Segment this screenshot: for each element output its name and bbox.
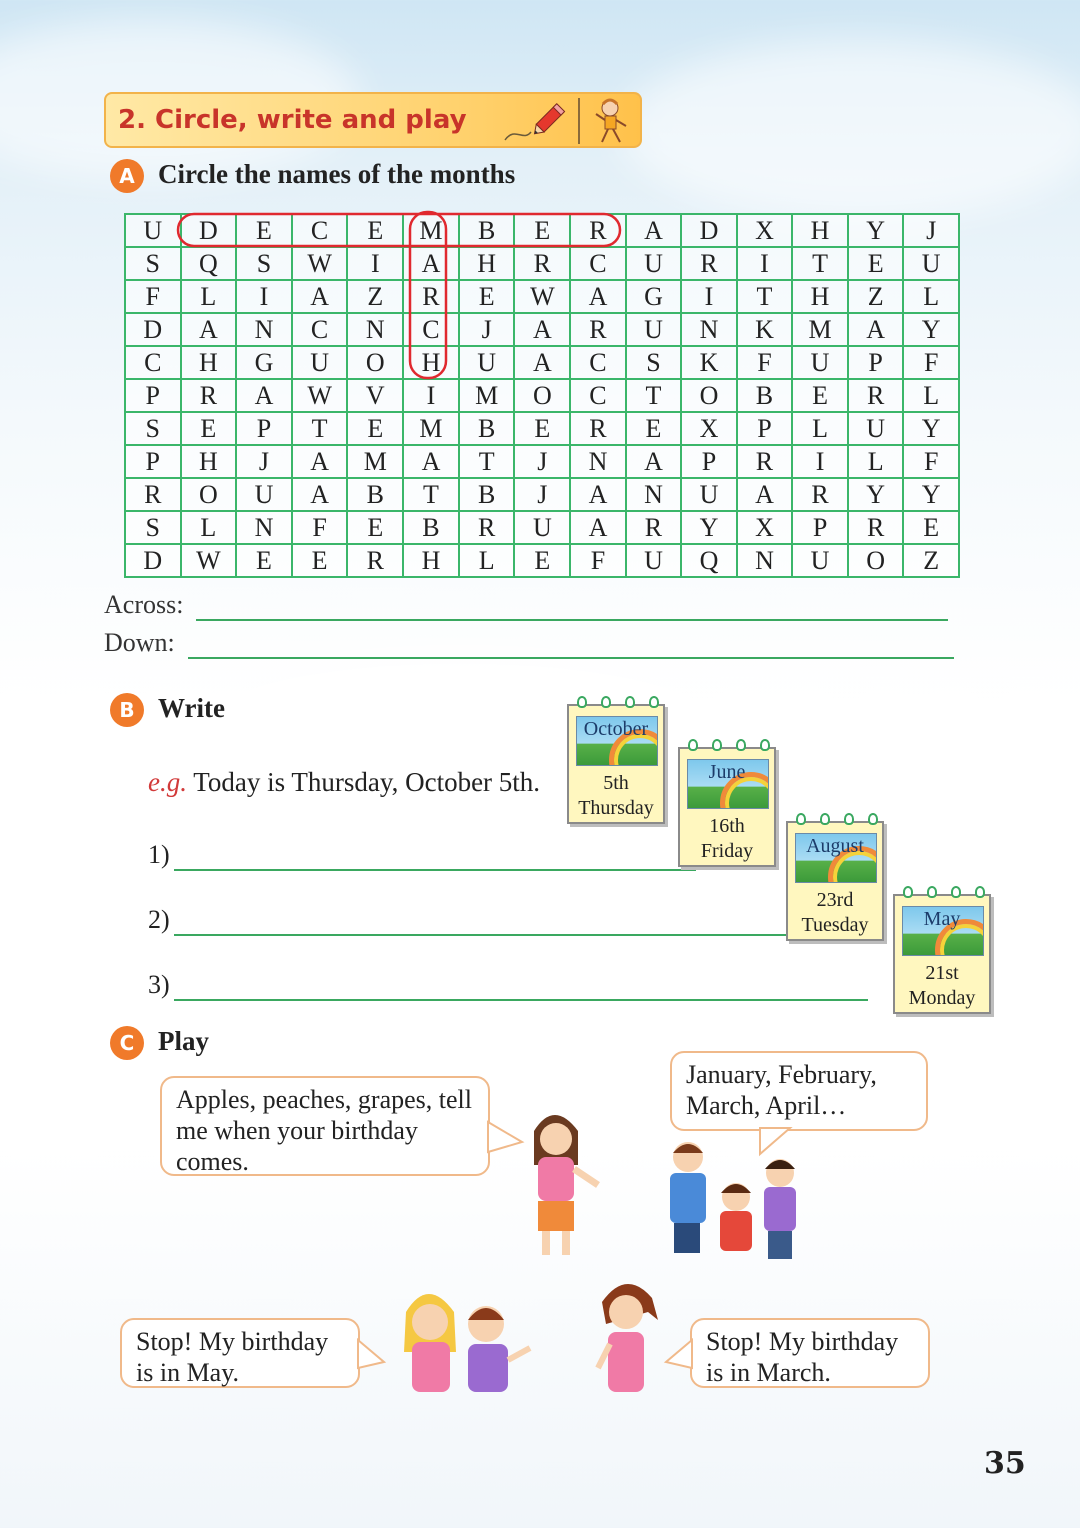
grid-letter-cell[interactable]: E <box>347 214 403 247</box>
across-answer-line[interactable] <box>196 619 948 621</box>
grid-letter-cell[interactable]: R <box>570 412 626 445</box>
grid-letter-cell[interactable]: U <box>626 247 682 280</box>
grid-letter-cell[interactable]: G <box>626 280 682 313</box>
grid-letter-cell[interactable]: C <box>292 214 348 247</box>
grid-letter-cell[interactable]: E <box>292 544 348 577</box>
calendar-weekday: Thursday <box>578 797 654 819</box>
grid-letter-cell[interactable]: E <box>848 247 904 280</box>
section-banner <box>104 92 642 148</box>
calendar-weekday: Tuesday <box>801 914 869 936</box>
grid-letter-cell[interactable]: E <box>236 544 292 577</box>
grid-letter-cell[interactable]: B <box>403 511 459 544</box>
grid-letter-cell[interactable]: M <box>403 412 459 445</box>
section-a-badge: A <box>110 159 144 193</box>
grid-letter-cell[interactable]: A <box>236 379 292 412</box>
grid-letter-cell[interactable]: Z <box>347 280 403 313</box>
grid-letter-cell[interactable]: I <box>403 379 459 412</box>
grid-letter-cell[interactable]: R <box>514 247 570 280</box>
grid-letter-cell[interactable]: E <box>347 511 403 544</box>
grid-letter-cell[interactable]: B <box>737 379 793 412</box>
grid-letter-cell[interactable]: E <box>514 544 570 577</box>
calendar-weekday: Monday <box>908 987 976 1009</box>
grid-letter-cell[interactable]: E <box>792 379 848 412</box>
calendar-rings <box>577 696 659 710</box>
grid-letter-cell[interactable]: A <box>292 445 348 478</box>
grid-row <box>125 247 959 280</box>
grid-letter-cell[interactable]: I <box>681 280 737 313</box>
grid-letter-cell[interactable]: A <box>292 478 348 511</box>
two-children-illustration <box>398 1282 538 1394</box>
grid-row <box>125 412 959 445</box>
grid-letter-cell[interactable]: H <box>181 445 237 478</box>
grid-letter-cell[interactable]: A <box>403 445 459 478</box>
page-number: 35 <box>984 1446 1026 1481</box>
grid-letter-cell[interactable]: F <box>570 544 626 577</box>
section-c-title: Play <box>158 1026 209 1056</box>
grid-row <box>125 478 959 511</box>
grid-letter-cell[interactable]: O <box>681 379 737 412</box>
calendar-october <box>567 704 665 824</box>
grid-letter-cell[interactable]: L <box>459 544 515 577</box>
calendar-august <box>786 821 884 941</box>
grid-letter-cell[interactable]: U <box>236 478 292 511</box>
grid-letter-cell[interactable]: C <box>570 379 626 412</box>
calendar-date: 21st <box>925 962 959 984</box>
grid-letter-cell[interactable]: I <box>792 445 848 478</box>
example-sentence <box>148 767 540 798</box>
grid-letter-cell[interactable]: L <box>792 412 848 445</box>
grid-letter-cell[interactable]: T <box>626 379 682 412</box>
calendar-weekday: Friday <box>700 840 754 862</box>
grid-letter-cell[interactable]: R <box>181 379 237 412</box>
grid-letter-cell[interactable]: Z <box>903 544 959 577</box>
grid-letter-cell[interactable]: F <box>903 445 959 478</box>
grid-letter-cell[interactable]: A <box>570 511 626 544</box>
grid-letter-cell[interactable]: N <box>681 313 737 346</box>
item-1-label: 1) <box>148 840 170 869</box>
grid-letter-cell[interactable]: C <box>403 313 459 346</box>
grid-letter-cell[interactable]: K <box>737 313 793 346</box>
grid-letter-cell[interactable]: Y <box>681 511 737 544</box>
grid-letter-cell[interactable]: U <box>681 478 737 511</box>
grid-letter-cell[interactable]: N <box>737 544 793 577</box>
grid-letter-cell[interactable]: R <box>848 379 904 412</box>
grid-letter-cell[interactable]: P <box>737 412 793 445</box>
calendar-month: June <box>708 761 746 783</box>
grid-letter-cell[interactable]: R <box>848 511 904 544</box>
grid-letter-cell[interactable]: A <box>403 247 459 280</box>
grid-letter-cell[interactable]: U <box>626 313 682 346</box>
left-stop-bubble-tail <box>358 1340 384 1368</box>
item-2-answer-line[interactable] <box>174 934 786 936</box>
grid-letter-cell[interactable]: H <box>792 280 848 313</box>
grid-letter-cell[interactable]: H <box>403 544 459 577</box>
grid-letter-cell[interactable]: H <box>403 346 459 379</box>
grid-letter-cell[interactable]: N <box>626 478 682 511</box>
grid-letter-cell[interactable]: S <box>125 247 181 280</box>
grid-letter-cell[interactable]: X <box>737 214 793 247</box>
grid-letter-cell[interactable]: J <box>514 478 570 511</box>
grid-letter-cell[interactable]: W <box>181 544 237 577</box>
grid-letter-cell[interactable]: I <box>737 247 793 280</box>
grid-letter-cell[interactable]: L <box>181 511 237 544</box>
grid-row <box>125 544 959 577</box>
grid-letter-cell[interactable]: Y <box>848 214 904 247</box>
grid-letter-cell[interactable]: U <box>125 214 181 247</box>
grid-letter-cell[interactable]: Y <box>848 478 904 511</box>
calendar-may <box>893 894 991 1014</box>
grid-letter-cell[interactable]: U <box>292 346 348 379</box>
grid-letter-cell[interactable]: R <box>570 214 626 247</box>
grid-letter-cell[interactable]: T <box>792 247 848 280</box>
grid-letter-cell[interactable]: A <box>626 214 682 247</box>
children-group-illustration <box>660 1135 810 1275</box>
grid-letter-cell[interactable]: E <box>181 412 237 445</box>
grid-letter-cell[interactable]: B <box>459 214 515 247</box>
grid-letter-cell[interactable]: A <box>514 346 570 379</box>
grid-letter-cell[interactable]: U <box>626 544 682 577</box>
grid-row <box>125 511 959 544</box>
calendar-june <box>678 747 776 867</box>
grid-letter-cell[interactable]: K <box>681 346 737 379</box>
grid-letter-cell[interactable]: A <box>848 313 904 346</box>
grid-letter-cell[interactable]: D <box>125 313 181 346</box>
teacher-illustration <box>516 1105 612 1257</box>
pencil-icon <box>501 96 571 146</box>
section-b-badge: B <box>110 693 144 727</box>
grid-letter-cell[interactable]: U <box>848 412 904 445</box>
item-2-label: 2) <box>148 905 170 934</box>
grid-letter-cell[interactable]: N <box>347 313 403 346</box>
grid-letter-cell[interactable]: M <box>403 214 459 247</box>
grid-letter-cell[interactable]: C <box>570 247 626 280</box>
calendar-month: May <box>923 908 961 930</box>
grid-letter-cell[interactable]: M <box>459 379 515 412</box>
grid-letter-cell[interactable]: C <box>125 346 181 379</box>
grid-letter-cell[interactable]: T <box>292 412 348 445</box>
grid-letter-cell[interactable]: S <box>626 346 682 379</box>
calendar-rings <box>688 739 770 753</box>
grid-row <box>125 379 959 412</box>
section-a-title: Circle the names of the months <box>158 159 516 189</box>
grid-letter-cell[interactable]: P <box>125 379 181 412</box>
grid-letter-cell[interactable]: M <box>792 313 848 346</box>
grid-row <box>125 445 959 478</box>
grid-letter-cell[interactable]: H <box>181 346 237 379</box>
down-label: Down: <box>104 628 175 657</box>
grid-letter-cell[interactable]: E <box>626 412 682 445</box>
grid-letter-cell[interactable]: F <box>737 346 793 379</box>
grid-letter-cell[interactable]: D <box>125 544 181 577</box>
item-1-answer-line[interactable] <box>174 869 696 871</box>
grid-letter-cell[interactable]: U <box>459 346 515 379</box>
calendar-date: 23rd <box>816 889 854 911</box>
grid-row <box>125 214 959 247</box>
girl-illustration <box>586 1272 672 1400</box>
grid-row <box>125 313 959 346</box>
grid-letter-cell[interactable]: A <box>570 280 626 313</box>
grid-letter-cell[interactable]: U <box>792 346 848 379</box>
grid-letter-cell[interactable]: H <box>792 214 848 247</box>
grid-letter-cell[interactable]: J <box>514 445 570 478</box>
left-stop-speech-bubble: Stop! My birthday is in May. <box>120 1318 360 1388</box>
grid-letter-cell[interactable]: W <box>292 379 348 412</box>
right-stop-speech-bubble: Stop! My birthday is in March. <box>690 1318 930 1388</box>
calendar-date: 5th <box>603 772 629 794</box>
grid-letter-cell[interactable]: N <box>236 511 292 544</box>
grid-letter-cell[interactable]: P <box>792 511 848 544</box>
grid-letter-cell[interactable]: J <box>236 445 292 478</box>
grid-letter-cell[interactable]: T <box>403 478 459 511</box>
calendar-month: October <box>583 718 649 740</box>
grid-letter-cell[interactable]: J <box>903 214 959 247</box>
grid-letter-cell[interactable]: B <box>347 478 403 511</box>
grid-letter-cell[interactable]: A <box>181 313 237 346</box>
grid-letter-cell[interactable]: N <box>570 445 626 478</box>
grid-letter-cell[interactable]: S <box>125 511 181 544</box>
grid-letter-cell[interactable]: L <box>848 445 904 478</box>
grid-letter-cell[interactable]: A <box>514 313 570 346</box>
grid-letter-cell[interactable]: R <box>626 511 682 544</box>
grid-letter-cell[interactable]: Q <box>181 247 237 280</box>
grid-letter-cell[interactable]: U <box>514 511 570 544</box>
grid-letter-cell[interactable]: H <box>459 247 515 280</box>
grid-letter-cell[interactable]: Q <box>681 544 737 577</box>
example-text: Today is Thursday, October 5th. <box>186 767 541 797</box>
grid-letter-cell[interactable]: J <box>459 313 515 346</box>
grid-letter-cell[interactable]: P <box>681 445 737 478</box>
section-title: 2. Circle, write and play <box>118 105 467 135</box>
across-label: Across: <box>104 590 184 619</box>
grid-letter-cell[interactable]: C <box>570 346 626 379</box>
grid-letter-cell[interactable]: O <box>347 346 403 379</box>
grid-letter-cell[interactable]: U <box>903 247 959 280</box>
grid-letter-cell[interactable]: P <box>236 412 292 445</box>
grid-letter-cell[interactable]: P <box>125 445 181 478</box>
grid-letter-cell[interactable]: Y <box>903 313 959 346</box>
grid-letter-cell[interactable]: L <box>181 280 237 313</box>
grid-letter-cell[interactable]: E <box>514 412 570 445</box>
calendar-rings <box>796 813 878 827</box>
grid-letter-cell[interactable]: E <box>236 214 292 247</box>
example-prefix: e.g. <box>148 767 187 797</box>
grid-letter-cell[interactable]: N <box>236 313 292 346</box>
grid-letter-cell[interactable]: R <box>570 313 626 346</box>
grid-letter-cell[interactable]: E <box>347 412 403 445</box>
section-b-title: Write <box>158 693 225 723</box>
grid-letter-cell[interactable]: A <box>626 445 682 478</box>
calendar-month: August <box>806 835 864 857</box>
boy-cartoon-icon <box>588 96 638 146</box>
grid-letter-cell[interactable]: O <box>181 478 237 511</box>
grid-letter-cell[interactable]: D <box>681 214 737 247</box>
grid-letter-cell[interactable]: L <box>903 379 959 412</box>
grid-letter-cell[interactable]: O <box>514 379 570 412</box>
grid-letter-cell[interactable]: E <box>903 511 959 544</box>
grid-letter-cell[interactable]: R <box>459 511 515 544</box>
grid-letter-cell[interactable]: F <box>903 346 959 379</box>
item-3-label: 3) <box>148 970 170 999</box>
grid-letter-cell[interactable]: T <box>459 445 515 478</box>
word-search-grid <box>124 213 960 578</box>
kids-speech-bubble: January, February, March, April… <box>670 1051 928 1131</box>
grid-letter-cell[interactable]: R <box>347 544 403 577</box>
grid-letter-cell[interactable]: B <box>459 412 515 445</box>
grid-letter-cell[interactable]: F <box>125 280 181 313</box>
grid-letter-cell[interactable]: R <box>737 445 793 478</box>
grid-letter-cell[interactable]: S <box>125 412 181 445</box>
grid-letter-cell[interactable]: A <box>570 478 626 511</box>
grid-letter-cell[interactable]: W <box>292 247 348 280</box>
grid-letter-cell[interactable]: O <box>848 544 904 577</box>
grid-letter-cell[interactable]: L <box>903 280 959 313</box>
grid-letter-cell[interactable]: P <box>848 346 904 379</box>
grid-letter-cell[interactable]: C <box>292 313 348 346</box>
grid-letter-cell[interactable]: I <box>236 280 292 313</box>
down-answer-line[interactable] <box>188 657 954 659</box>
grid-letter-cell[interactable]: S <box>236 247 292 280</box>
grid-letter-cell[interactable]: Y <box>903 478 959 511</box>
grid-letter-cell[interactable]: A <box>292 280 348 313</box>
grid-letter-cell[interactable]: X <box>681 412 737 445</box>
banner-divider <box>578 98 580 144</box>
grid-letter-cell[interactable]: B <box>459 478 515 511</box>
grid-letter-cell[interactable]: T <box>737 280 793 313</box>
grid-letter-cell[interactable]: R <box>792 478 848 511</box>
grid-letter-cell[interactable]: R <box>125 478 181 511</box>
item-3-answer-line[interactable] <box>174 999 868 1001</box>
grid-letter-cell[interactable]: G <box>236 346 292 379</box>
background-cloud <box>620 40 1080 220</box>
grid-letter-cell[interactable]: V <box>347 379 403 412</box>
grid-letter-cell[interactable]: R <box>681 247 737 280</box>
grid-letter-cell[interactable]: D <box>181 214 237 247</box>
calendar-date: 16th <box>709 815 745 837</box>
grid-letter-cell[interactable]: X <box>737 511 793 544</box>
teacher-speech-bubble: Apples, peaches, grapes, tell me when your birthday comes. <box>160 1076 490 1176</box>
section-c-badge: C <box>110 1026 144 1060</box>
grid-letter-cell[interactable]: Z <box>848 280 904 313</box>
calendar-rings <box>903 886 985 900</box>
grid-row <box>125 346 959 379</box>
grid-letter-cell[interactable]: A <box>737 478 793 511</box>
grid-letter-cell[interactable]: R <box>403 280 459 313</box>
grid-letter-cell[interactable]: F <box>292 511 348 544</box>
grid-letter-cell[interactable]: Y <box>903 412 959 445</box>
grid-letter-cell[interactable]: M <box>347 445 403 478</box>
grid-letter-cell[interactable]: U <box>792 544 848 577</box>
grid-letter-cell[interactable]: E <box>459 280 515 313</box>
grid-letter-cell[interactable]: W <box>514 280 570 313</box>
grid-letter-cell[interactable]: I <box>347 247 403 280</box>
grid-row <box>125 280 959 313</box>
grid-letter-cell[interactable]: E <box>514 214 570 247</box>
